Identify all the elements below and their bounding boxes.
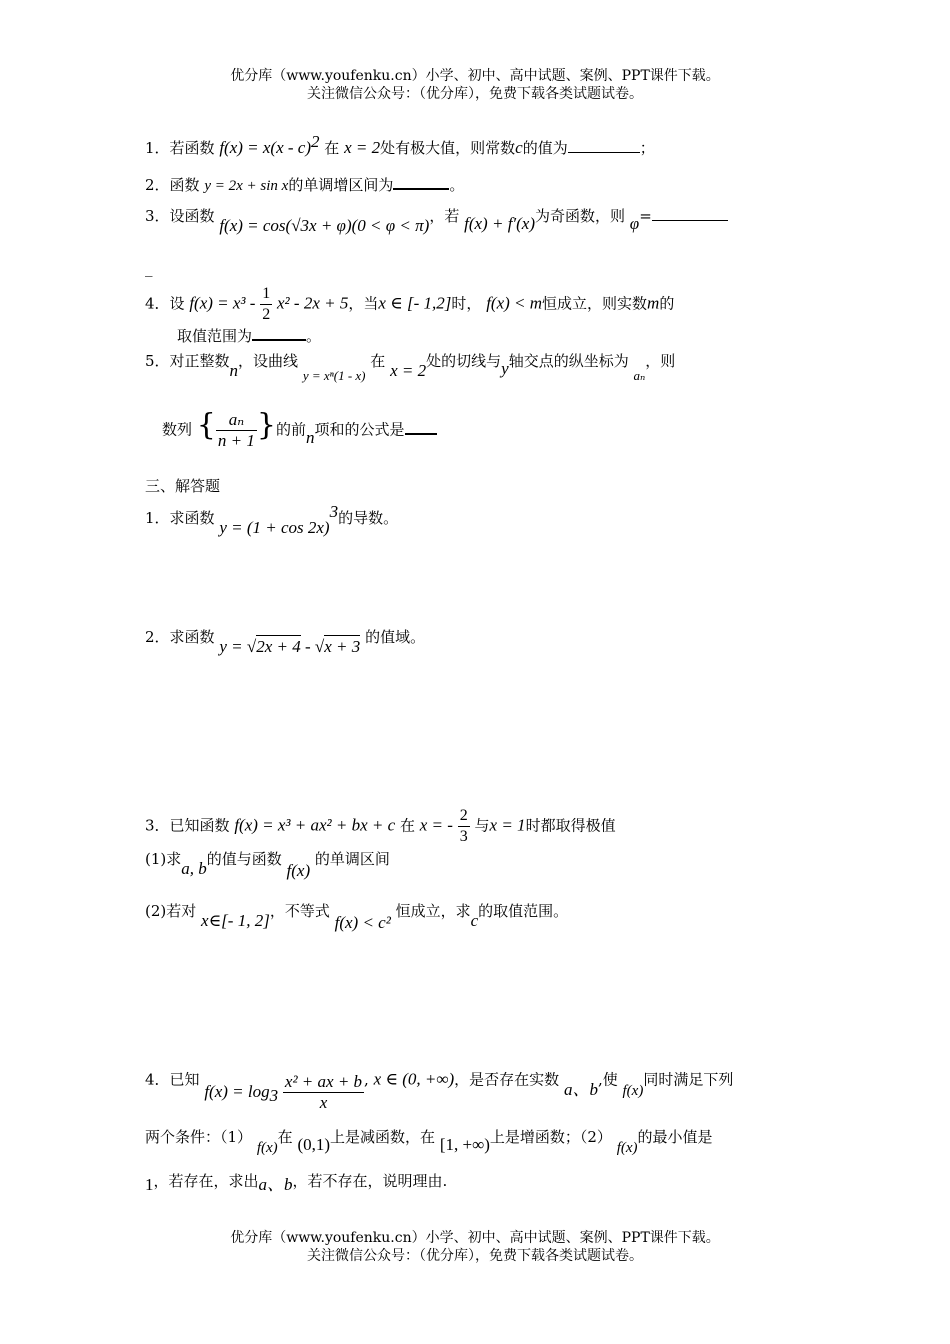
footer-line-2: 关注微信公众号：（优分库），免费下载各类试题试卷。 bbox=[307, 1248, 643, 1264]
fill-question-3-continuation: _ bbox=[145, 259, 153, 277]
answer-question-4-line-2: 两个条件：（1） f(x)在 (0,1)上是减函数，在 [1, +∞)上是增函数；（2） f(x)的最小值是 bbox=[145, 1128, 713, 1156]
answer-blank[interactable] bbox=[252, 325, 306, 341]
answer-blank[interactable] bbox=[393, 174, 449, 190]
answer-question-3-part-1: (1)求a, b的值与函数 f(x) 的单调区间 bbox=[145, 850, 390, 880]
fill-question-5: 5．对正整数n，设曲线 y = xⁿ(1 - x) 在 x = 2处的切线与y轴交点的纵坐标为 aₙ，则 bbox=[145, 352, 676, 383]
fill-question-1: 1．若函数 f(x) = x(x - c)$^2$ 在 x = 2处有极大值，则常数c的值为 ； bbox=[145, 132, 655, 157]
fraction-two-thirds: $\frac{2}{3}$ bbox=[459, 807, 468, 845]
fraction-one-half: $\frac{1}{2}$ bbox=[262, 285, 271, 323]
header-line-2: 关注微信公众号：（优分库），免费下载各类试题试卷。 bbox=[307, 86, 643, 102]
fill-question-2: 2．函数 y = 2x + sin x的单调增区间为 。 bbox=[145, 176, 465, 194]
answer-question-3-part-2: (2)若对 x∈[- 1, 2]，不等式 f(x) < c² 恒成立，求c的取值范围。 bbox=[145, 902, 569, 932]
answer-question-4: 4．已知 $f(x) = \log_3$ $\frac{\text{x² + ax + b}}{x}$ , x ∈ (0, +∞)，是否存在实数 a、b,使 f(x)同时满足下列 bbox=[145, 1069, 734, 1112]
answer-question-3: 3．已知函数 f(x) = x³ + ax² + bx + c 在 x = - $\frac{2}{3}$ 与x = 1时都取得极值 bbox=[145, 807, 616, 845]
fill-question-4: 4．设 f(x) = x³ - $\frac{1}{2}$ x² - 2x + 5，当x ∈ [- 1,2]时， f(x) < m恒成立，则实数m的 bbox=[145, 285, 675, 323]
fill-question-3: 3．设函数 f(x) = cos(√3x + φ)(0 < φ < π)，若 f(x) + f′(x)为奇函数，则 φ= bbox=[145, 205, 728, 227]
section-title: 三、解答题 bbox=[145, 477, 221, 495]
answer-question-4-line-3: 1，若存在，求出a、b，若不存在，说明理由. bbox=[145, 1172, 448, 1194]
answer-question-2: 2．求函数 y = √2x + 4 - √x + 3 的值域。 bbox=[145, 628, 426, 656]
fill-question-5-line-2: 数列 { $\frac{\text{aₙ}}{n + 1}$ }的前n项和的公式是 bbox=[162, 410, 437, 451]
header-line-1: 优分库（www.youfenku.cn）小学、初中、高中试题、案例、PPT课件下载。 bbox=[230, 68, 720, 84]
answer-blank[interactable] bbox=[568, 138, 640, 153]
answer-blank[interactable] bbox=[405, 419, 437, 435]
answer-question-1: 1．求函数 $y = (1 + \cos 2x)^3$的导数。 bbox=[145, 502, 399, 537]
answer-blank[interactable] bbox=[652, 206, 728, 221]
fraction-log-argument: $\frac{\text{x² + ax + b}}{x}$ bbox=[284, 1072, 363, 1112]
fill-question-4-line-2: 取值范围为 。 bbox=[177, 327, 322, 345]
footer-line-1: 优分库（www.youfenku.cn）小学、初中、高中试题、案例、PPT课件下载。 bbox=[230, 1230, 720, 1246]
fraction-an-over-n-plus-1: $\frac{\text{aₙ}}{n + 1}$ bbox=[217, 410, 255, 450]
